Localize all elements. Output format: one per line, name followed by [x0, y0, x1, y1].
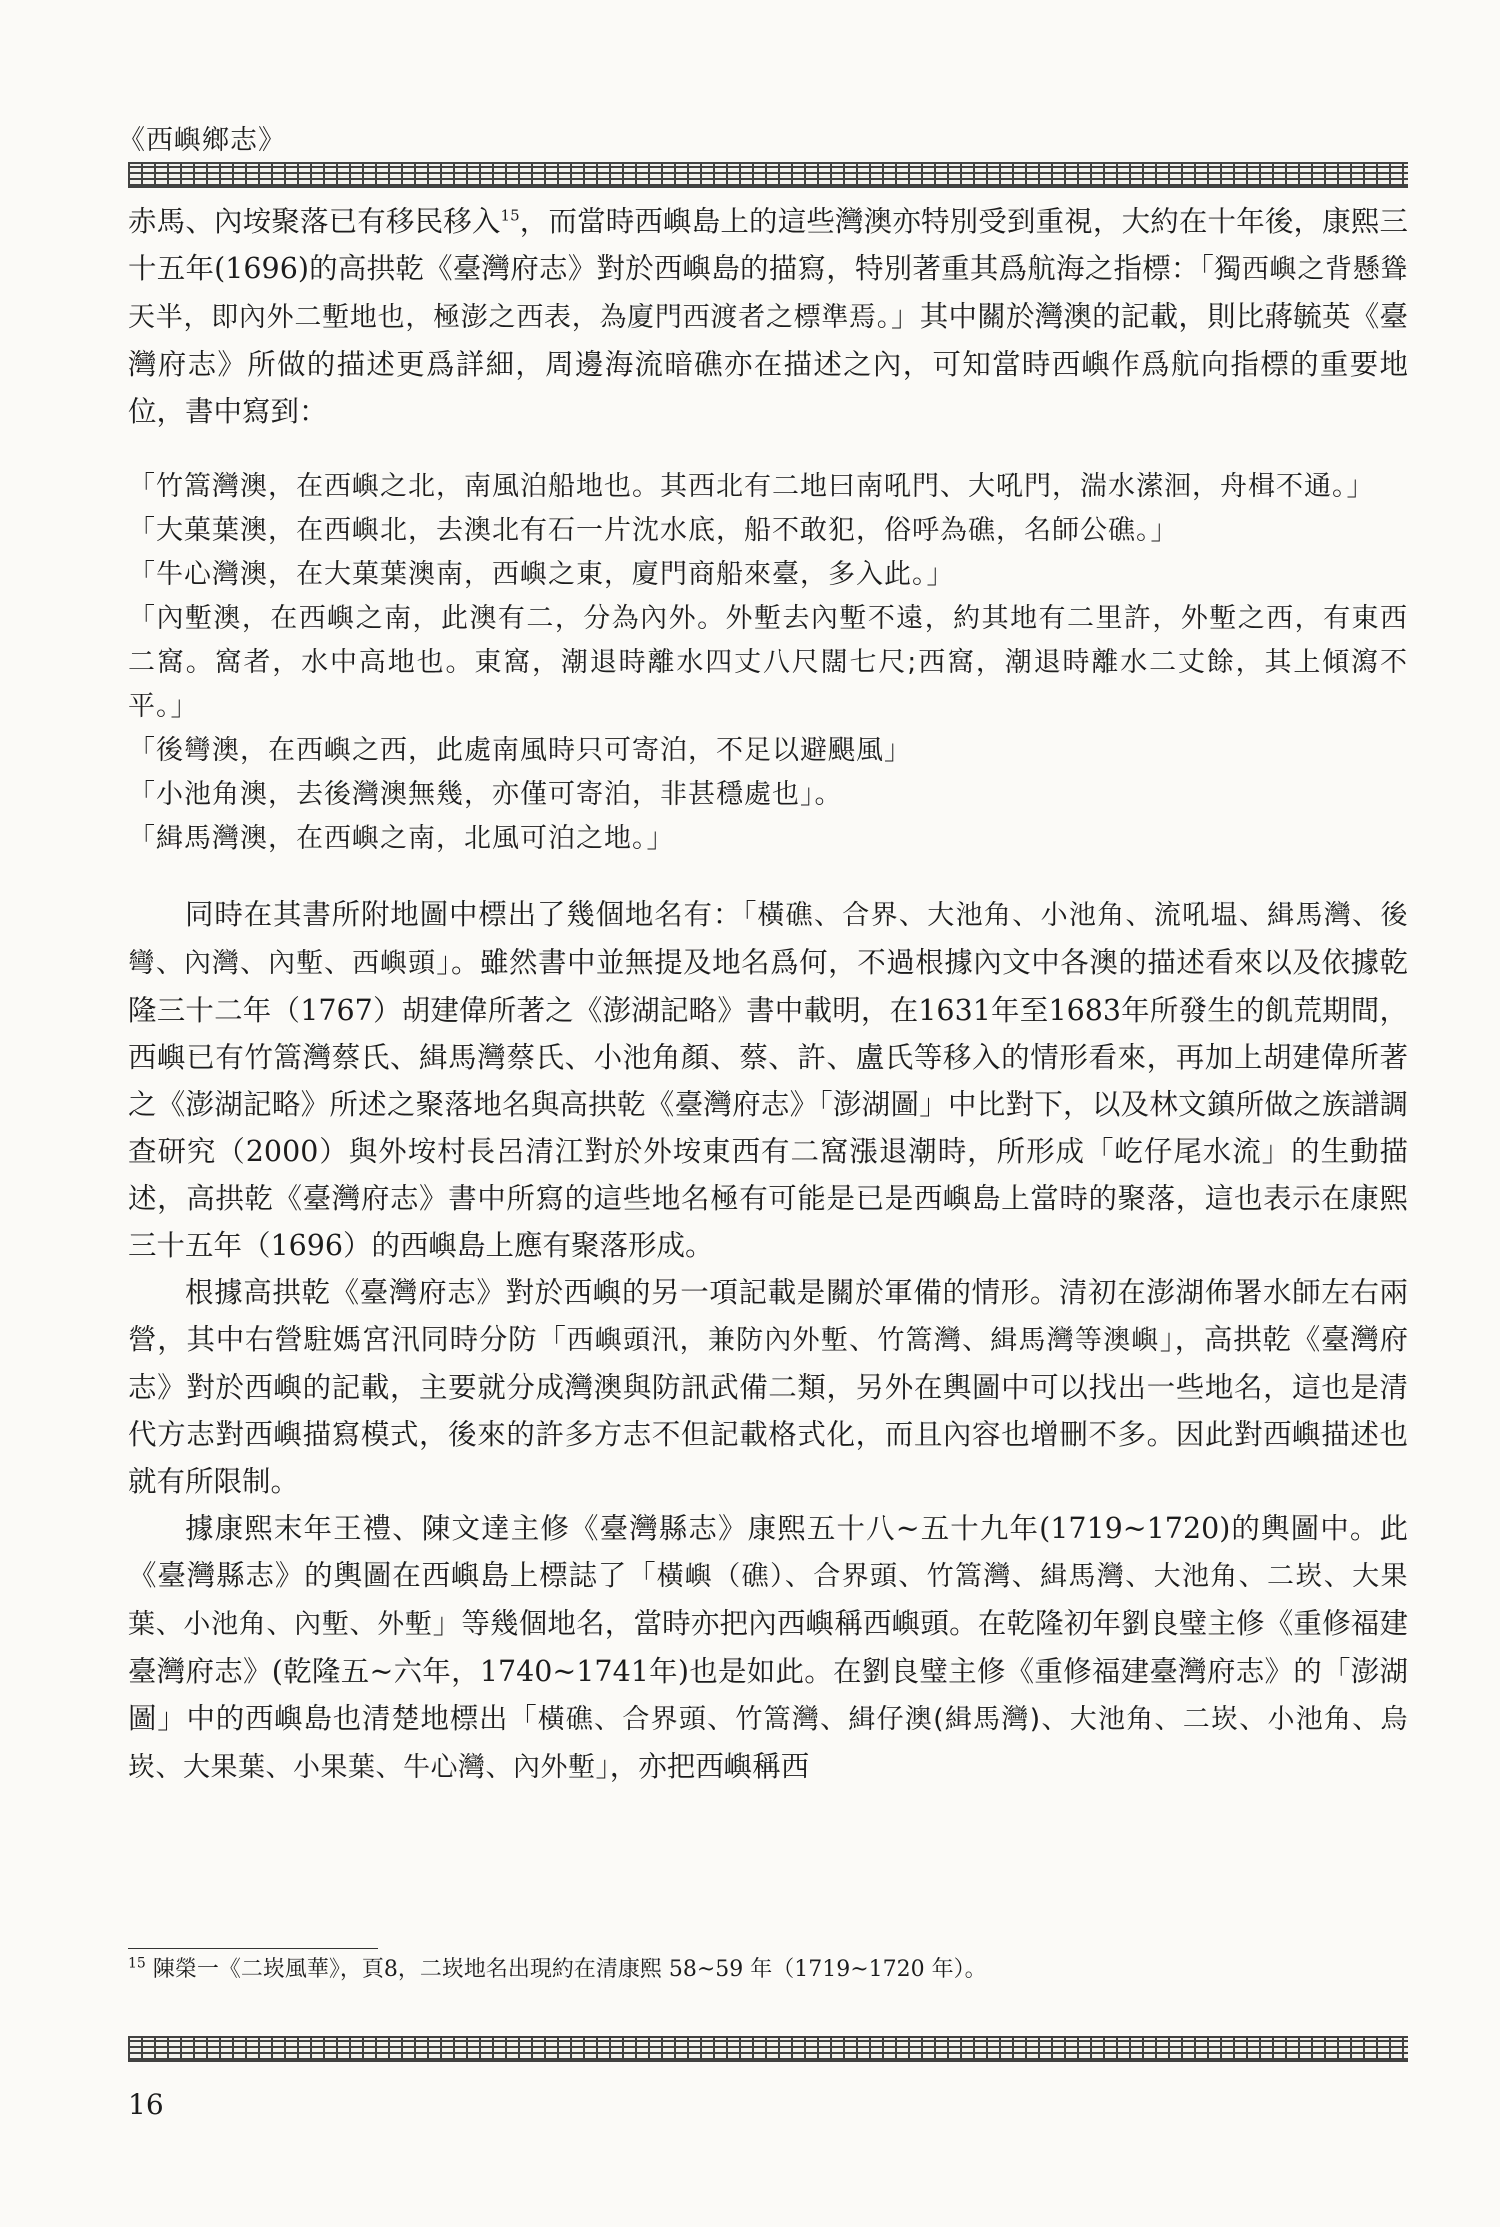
paragraph-4: 據康熙末年王禮、陳文達主修《臺灣縣志》康熙五十八~五十九年(1719~1720)的輿圖中。此 《臺灣縣志》的輿圖在西嶼島上標誌了「橫嶼（礁）、合界頭、竹篙灣、緝馬灣、大池角、二崁、大果葉、小池角、內塹、外塹」等幾個地名，當時亦把內西嶼稱西嶼頭。在乾隆初年劉良璧主修《重修福建臺灣府志》(乾隆五~六年，1740~1741年)也是如此。在劉良璧主修《重修福建臺灣府志》的「澎湖圖」中的西嶼島也清楚地標出「橫礁、合界頭、竹篙灣、緝仔澳(緝馬灣)、大池角、二崁、小池角、烏崁、大果葉、小果葉、牛心灣、內外塹」，亦把西嶼稱西: [128, 1512, 1408, 1783]
footnote-text: 陳榮一《二崁風華》，頁8，二崁地名出現約在清康熙 58~59 年（1719~1720 年）。: [152, 1957, 987, 1982]
quote-line: 「竹篙灣澳，在西嶼之北，南風泊船地也。其西北有二地曰南吼門、大吼門，湍水潆洄，舟楫不通。」: [128, 471, 1375, 502]
inline-quote: 橫礁、合界頭、竹篙灣、緝仔澳(緝馬灣)、大池角、二崁、小池角、烏崁、大果葉、小果葉、牛心灣、內外塹: [128, 1704, 1408, 1783]
paragraph-1: 赤馬、內垵聚落已有移民移入$^{15}$，而當時西嶼島上的這些灣澳亦特別受到重視，大約在十年後，康熙三十五年(1696)的高拱乾《臺灣府志》對於西嶼島的描寫，特別著重其爲航海之指標：「獨西嶼之背懸聳天半，即內外二塹地也，極澎之西表，為廈門西渡者之標準焉。」其中關於灣澳的記載，則比蔣毓英《臺灣府志》所做的描述更爲詳細，周邊海流暗礁亦在描述之內，可知當時西嶼作爲航向指標的重要地位，書中寫到：: [128, 205, 1408, 428]
footnote-number: 15: [128, 1955, 146, 1972]
inline-quote: 獨西嶼之背懸聳天半，即內外二塹地也，極澎之西表，為廈門西渡者之標準焉。: [128, 254, 1408, 333]
footnote-ref: 15: [500, 206, 520, 225]
quote-line: 「後彎澳，在西嶼之西，此處南風時只可寄泊，不足以避颶風」: [128, 735, 912, 766]
inline-quote: 橫嶼（礁）、合界頭、竹篙灣、緝馬灣、大池角、二崁、大果葉、小池角、內塹、外塹: [128, 1561, 1408, 1640]
paragraph-2: 同時在其書所附地圖中標出了幾個地名有：「橫礁、合界、大池角、小池角、流吼塭、緝馬灣、後彎、內灣、內塹、西嶼頭」。雖然書中並無提及地名爲何，不過根據內文中各澳的描述看來以及依據乾隆三十二年（1767）胡建偉所著之《澎湖記略》書中載明，在1631年至1683年所發生的飢荒期間，西嶼已有竹篙灣蔡氏、緝馬灣蔡氏、小池角顏、蔡、許、盧氏等移入的情形看來，再加上胡建偉所著之《澎湖記略》所述之聚落地名與高拱乾《臺灣府志》「澎湖圖」中比對下，以及林文鎮所做之族譜調查研究（2000）與外垵村長呂清江對於外垵東西有二窩漲退潮時，所形成「屹仔尾水流」的生動描述，高拱乾《臺灣府志》書中所寫的這些地名極有可能是已是西嶼島上當時的聚落，這也表示在康熙三十五年（1696）的西嶼島上應有聚落形成。: [128, 898, 1408, 1262]
footnote-divider: [128, 1948, 378, 1949]
top-decorative-border: [128, 162, 1408, 188]
quote-line: 「牛心灣澳，在大菓葉澳南，西嶼之東，廈門商船來臺，多入此。」: [128, 559, 955, 590]
page-body: [128, 198, 1408, 1791]
quote-line: 「小池角澳，去後灣澳無幾，亦僅可寄泊，非甚穩處也」。: [128, 779, 843, 810]
inline-quote: 西嶼頭汛，兼防內外塹、竹篙灣、緝馬灣等澳嶼: [566, 1325, 1160, 1356]
paragraph-3: 根據高拱乾《臺灣府志》對於西嶼的另一項記載是關於軍備的情形。清初在澎湖佈署水師左右兩營，其中右營駐媽宮汛同時分防「西嶼頭汛，兼防內外塹、竹篙灣、緝馬灣等澳嶼」，高拱乾《臺灣府志》對於西嶼的記載，主要就分成灣澳與防訊武備二類，另外在輿圖中可以找出一些地名，這也是清代方志對西嶼描寫模式，後來的許多方志不但記載格式化，而且內容也增刪不多。因此對西嶼描述也就有所限制。: [128, 1276, 1408, 1498]
bottom-decorative-border: [128, 2036, 1408, 2062]
running-header: 《西嶼鄉志》: [118, 125, 286, 156]
page-number: 16: [128, 2088, 164, 2121]
quote-line: 「緝馬灣澳，在西嶼之南，北風可泊之地。」: [128, 823, 675, 854]
inline-quote: 橫礁、合界、大池角、小池角、流吼塭、緝馬灣、後彎、內灣、內塹、西嶼頭: [128, 900, 1408, 979]
footnote: [128, 1952, 1408, 1988]
quoted-excerpts: [128, 465, 1408, 861]
quote-line: 「內塹澳，在西嶼之南，此澳有二，分為內外。外塹去內塹不遠，約其地有二里許，外塹之西，有東西二窩。窩者，水中高地也。東窩，潮退時離水四丈八尺闊七尺;西窩，潮退時離水二丈餘，其上傾瀉不平。」: [128, 603, 1408, 722]
quote-line: 「大菓葉澳，在西嶼北，去澳北有石一片沈水底，船不敢犯，俗呼為礁，名師公礁。」: [128, 515, 1179, 546]
